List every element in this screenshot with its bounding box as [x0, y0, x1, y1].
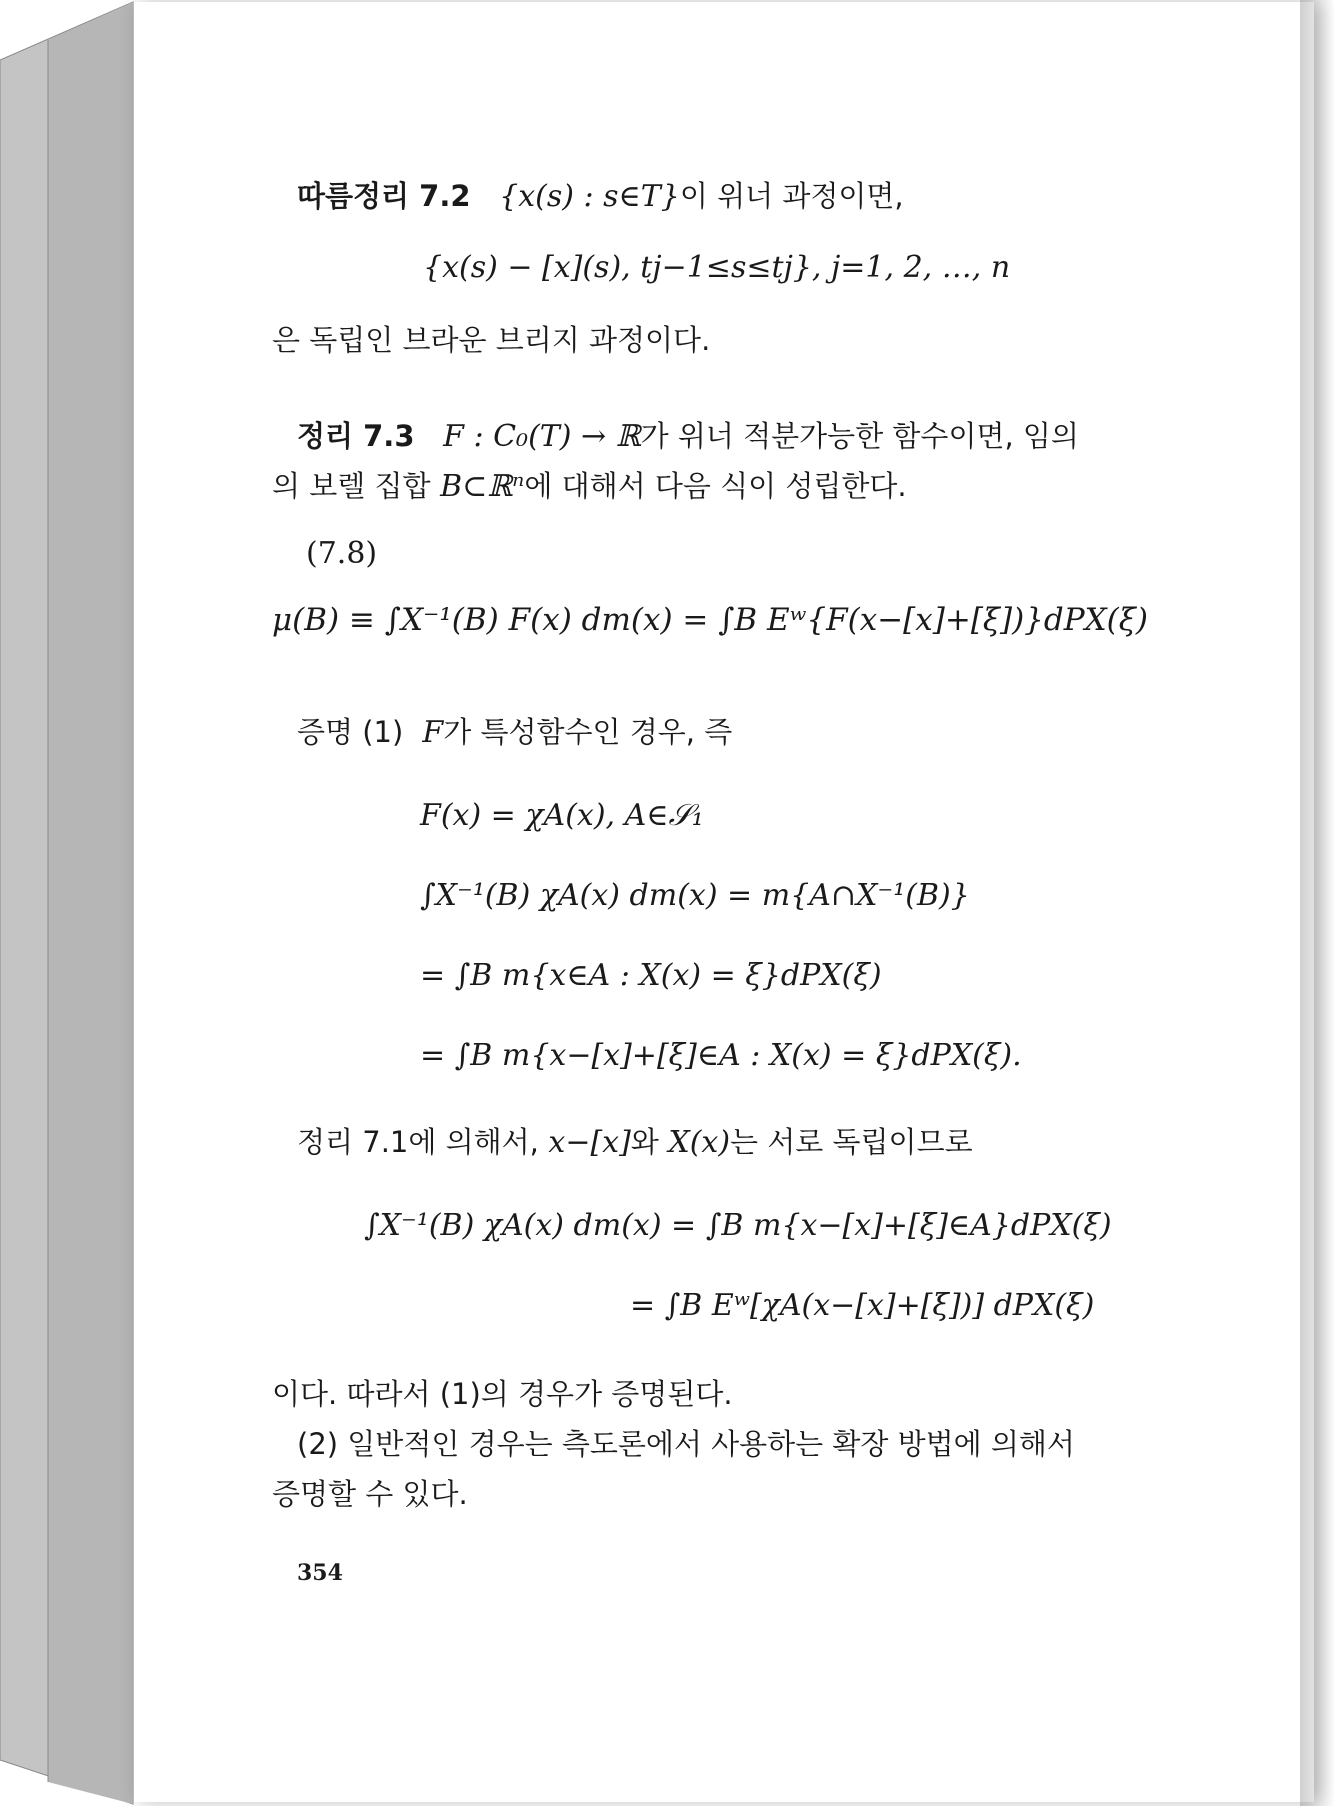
proof-line2: ∫X⁻¹(B) χA(x) dm(x) = m{A∩X⁻¹(B)}: [420, 878, 970, 913]
proof-case2-line1: (2) 일반적인 경우는 측도론에서 사용하는 확장 방법에 의해서: [297, 1427, 1075, 1461]
theorem-statement-line2: [272, 466, 907, 507]
corollary-display-math: {x(s) − [x](s), tj−1≤s≤tj}, j=1, 2, …, n: [423, 250, 1011, 285]
theorem-text2a: 의 보렐 집합: [272, 469, 431, 503]
proof-line3: = ∫B m{x∈A : X(x) = ξ}dPX(ξ): [420, 958, 882, 993]
proof-line5: ∫X⁻¹(B) χA(x) dm(x) = ∫B m{x−[x]+[ξ]∈A}dPX(ξ): [364, 1208, 1112, 1243]
proof-mid-text-c: 는 서로 독립이므로: [730, 1125, 973, 1159]
theorem-text2b: 에 대해서 다음 식이 성립한다.: [524, 469, 907, 503]
theorem-statement-line1: [297, 416, 1079, 457]
book-spine: [0, 0, 140, 1806]
corollary-statement-math: {x(s) : s∈T}: [499, 179, 680, 214]
corollary-statement: [297, 176, 904, 217]
proof-mid-math-a: x−[x]: [548, 1125, 631, 1160]
corollary-conclusion: 은 독립인 브라운 브리지 과정이다.: [272, 323, 711, 357]
corollary-label: 따름정리 7.2: [297, 179, 471, 213]
proof-line4: = ∫B m{x−[x]+[ξ]∈A : X(x) = ξ}dPX(ξ).: [420, 1038, 1022, 1073]
theorem-equation: μ(B) ≡ ∫X⁻¹(B) F(x) dm(x) = ∫B Eʷ{F(x−[x]+[ξ])}dPX(ξ): [272, 602, 1148, 638]
proof-intro-text: 가 특성함수인 경우, 즉: [443, 715, 733, 749]
proof-line1: F(x) = χA(x), A∈𝒮₁: [420, 798, 704, 833]
equation-number: (7.8): [306, 536, 378, 571]
theorem-label: 정리 7.3: [297, 419, 415, 453]
proof-mid-math-b: X(x): [668, 1125, 731, 1160]
proof-mid-text-b: 와: [630, 1125, 659, 1159]
proof-middle-text: [297, 1122, 973, 1163]
theorem-math2: B⊂ℝⁿ: [440, 469, 525, 504]
theorem-math1: F : C₀(T) → ℝ: [443, 419, 641, 454]
page-edge-shadow: [1300, 0, 1334, 1806]
proof-intro-label: 증명 (1): [297, 715, 404, 749]
proof-line6: = ∫B Eʷ[χA(x−[x]+[ξ])] dPX(ξ): [630, 1288, 1095, 1323]
page-number: 354: [297, 1560, 343, 1586]
proof-end-text: 이다. 따라서 (1)의 경우가 증명된다.: [272, 1377, 733, 1411]
proof-case2-line2: 증명할 수 있다.: [272, 1477, 468, 1511]
proof-mid-text-a: 정리 7.1에 의해서,: [297, 1125, 539, 1159]
theorem-text1: 가 위너 적분가능한 함수이면, 임의: [640, 419, 1079, 453]
proof-intro: [297, 712, 732, 753]
proof-intro-math: F: [422, 715, 444, 750]
corollary-statement-text: 이 위너 과정이면,: [679, 179, 904, 213]
